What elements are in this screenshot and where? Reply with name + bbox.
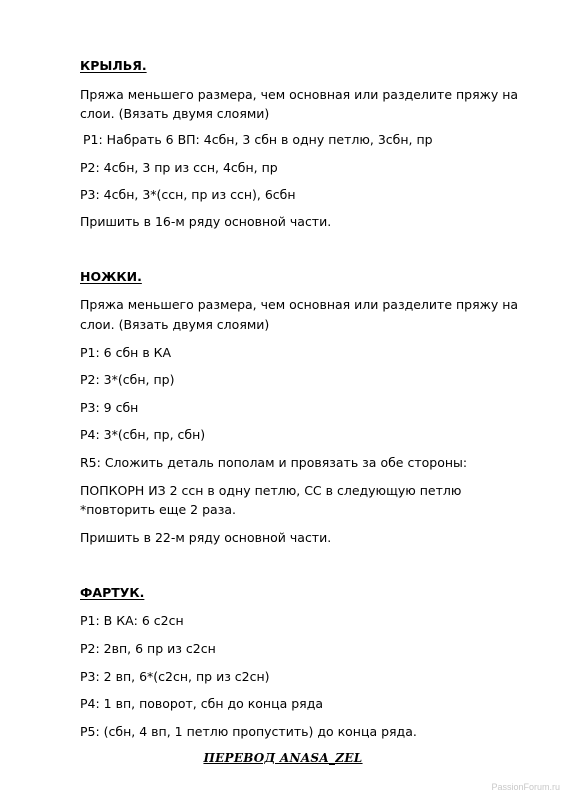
wings-line-1: Пряжа меньшего размера, чем основная или разделите пряжу на [80,87,519,102]
legs-row-1: Р1: 6 сбн в КА [80,345,172,360]
section-title-apron: ФАРТУК. [80,585,145,600]
legs-row-5: R5: Сложить деталь пополам и провязать за обе стороны: [80,455,468,470]
apron-row-1: Р1: В КА: 6 с2сн [80,613,184,628]
wings-row-2: Р2: 4сбн, 3 пр из ссн, 4сбн, пр [80,160,278,175]
legs-popcorn-line: ПОПКОРН ИЗ 2 ссн в одну петлю, СС в следующую петлю [80,483,462,498]
legs-row-4: Р4: 3*(сбн, пр, сбн) [80,427,206,442]
apron-row-4: Р4: 1 вп, поворот, сбн до конца ряда [80,696,323,711]
wings-line-2: слои. (Вязать двумя слоями) [80,106,270,121]
wings-row-3: Р3: 4сбн, 3*(ссн, пр из ссн), 6сбн [80,187,296,202]
wings-row-1: Р1: Набрать 6 ВП: 4сбн, 3 сбн в одну петлю, 3сбн, пр [83,132,433,147]
legs-line-1: Пряжа меньшего размера, чем основная или разделите пряжу на [80,297,519,312]
legs-line-2: слои. (Вязать двумя слоями) [80,317,270,332]
apron-row-3: Р3: 2 вп, 6*(с2сн, пр из с2сн) [80,669,270,684]
translation-credit: ПЕРЕВОД ANASA_ZEL [203,751,363,765]
legs-row-3: Р3: 9 сбн [80,400,139,415]
apron-row-2: Р2: 2вп, 6 пр из с2сн [80,641,216,656]
section-title-wings: КРЫЛЬЯ. [80,58,147,73]
wings-attach-note: Пришить в 16-м ряду основной части. [80,214,332,229]
watermark: PassionForum.ru [491,782,560,792]
apron-row-5: Р5: (сбн, 4 вп, 1 петлю пропустить) до конца ряда. [80,724,417,739]
legs-row-2: Р2: 3*(сбн, пр) [80,372,175,387]
legs-attach-note: Пришить в 22-м ряду основной части. [80,530,332,545]
legs-repeat-line: *повторить еще 2 раза. [80,502,236,517]
section-title-legs: НОЖКИ. [80,269,142,284]
